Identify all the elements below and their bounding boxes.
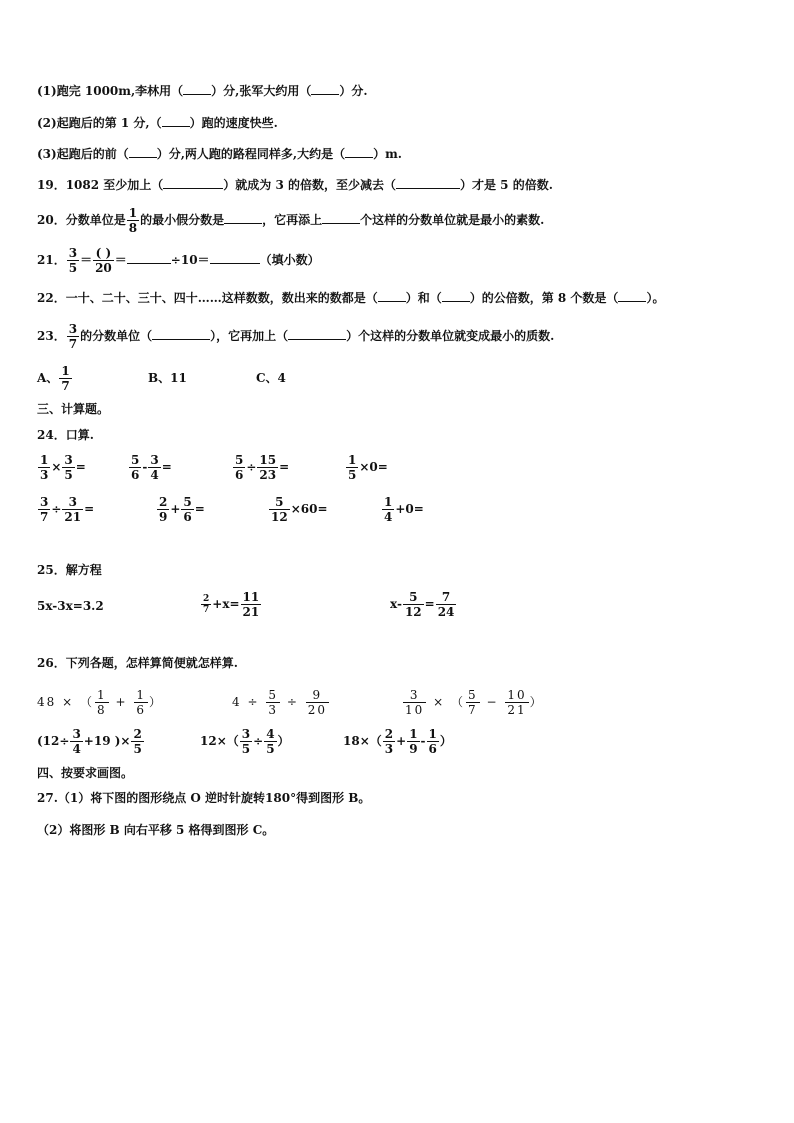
q23-text: ）个这样的分数单位就变成最小的质数. (346, 329, 555, 343)
simplify-6: 18×（ $\frac{2}{3}$ + $\frac{1}{9}$ - $\frac{1}{6}$ ） (343, 727, 452, 756)
q18-part1 (37, 83, 368, 99)
q22-text: 22．一十、二十、三十、四十……这样数数，数出来的数都是（ (37, 291, 378, 305)
answer-blank (396, 177, 460, 189)
fraction: $\frac{3}{5}$ (68, 246, 78, 275)
simplify-3: $\frac{3}{10}$ × （ $\frac{5}{7}$ − $\frac{10}{21}$ ） (405, 688, 544, 717)
q21-number: 21． (37, 253, 66, 267)
answer-blank (345, 146, 373, 158)
question-21 (37, 246, 320, 275)
calc-item: $\frac{1}{4}$ +0= (384, 495, 424, 524)
calc-item: $\frac{5}{12}$ ×60= (271, 495, 328, 524)
q19-text: 19．1082 至少加上（ (37, 178, 164, 192)
fraction: $\frac{( )}{20}$ (95, 246, 112, 275)
fraction: $\frac{1}{8}$ (128, 206, 138, 235)
q18-p2-text: (2)起跑后的第 1 分,（ (37, 116, 162, 130)
calc-item: $\frac{3}{7}$ ÷ $\frac{3}{21}$ = (40, 495, 95, 524)
answer-blank (442, 290, 470, 302)
equation-3: x- $\frac{5}{12}$ = $\frac{7}{24}$ (390, 590, 455, 619)
equals-sign: ＝ (80, 253, 93, 267)
simplify-5: 12×（ $\frac{3}{5}$ ÷ $\frac{4}{5}$ ） (200, 727, 290, 756)
q25-title: 25．解方程 (37, 563, 102, 577)
option-b: B、11 (148, 371, 187, 385)
option-a-label: A、 (37, 371, 59, 385)
q18-part2 (37, 115, 278, 131)
simplify-4: (12÷ $\frac{3}{4}$ +19 )× $\frac{2}{5}$ (37, 727, 142, 756)
simplify-1: 48 × （ $\frac{1}{8}$ + $\frac{1}{6}$ ） (37, 688, 163, 717)
question-22 (37, 290, 664, 306)
calc-item: $\frac{1}{5}$ ×0= (348, 453, 388, 482)
calc-item: $\frac{1}{3}$ × $\frac{3}{5}$ = (40, 453, 86, 482)
answer-blank (224, 212, 262, 224)
q20-text: ，它再添上 (262, 213, 323, 227)
q23-number: 23． (37, 329, 66, 343)
section-heading-4: 四、按要求画图。 (37, 766, 134, 780)
q26-title: 26．下列各题，怎样算简便就怎样算. (37, 656, 238, 670)
q19-text: ）才是 5 的倍数. (460, 178, 553, 192)
q23-text: ），它再加上（ (210, 329, 289, 343)
q22-text: ）和（ (405, 291, 442, 305)
q23-text: 的分数单位（ (80, 329, 153, 343)
q18-p1-text: (1)跑完 1000m,李林用（ (37, 84, 184, 98)
simplify-2: 4 ÷ $\frac{5}{3}$ ÷ $\frac{9}{20}$ (232, 688, 327, 717)
answer-blank (183, 83, 211, 95)
answer-blank (152, 328, 210, 340)
question-19 (37, 177, 553, 193)
q18-p3-text: (3)起跑后的前（ (37, 147, 129, 161)
q20-text: 的最小假分数是 (140, 213, 225, 227)
answer-blank (210, 252, 260, 264)
answer-blank (618, 290, 646, 302)
answer-blank (127, 252, 171, 264)
q22-text: ）。 (646, 291, 665, 305)
q27-part2: （2）将图形 B 向右平移 5 格得到图形 C。 (37, 823, 275, 837)
answer-blank (288, 328, 346, 340)
q20-text: 个这样的分数单位就是最小的素数. (360, 213, 545, 227)
q22-text: ）的公倍数，第 8 个数是（ (469, 291, 619, 305)
equals-sign: ＝ (114, 253, 127, 267)
equation-1: 5x-3x=3.2 (37, 599, 104, 613)
q27-part1: 27.（1）将下图的图形绕点 O 逆时针旋转180°得到图形 B。 (37, 791, 371, 805)
answer-blank (378, 290, 406, 302)
calc-item: $\frac{5}{6}$ ÷ $\frac{15}{23}$ = (235, 453, 290, 482)
q18-p2-text: ）跑的速度快些. (189, 116, 278, 130)
answer-blank (311, 83, 339, 95)
calc-item: $\frac{5}{6}$ - $\frac{3}{4}$ = (131, 453, 172, 482)
q21-text: ÷10＝ (170, 253, 210, 267)
calc-item: $\frac{2}{9}$ + $\frac{5}{6}$ = (159, 495, 205, 524)
option-a-fraction: $\frac{1}{7}$ (61, 364, 70, 393)
q18-p1-text: ）分,张军大约用（ (211, 84, 312, 98)
fraction: $\frac{3}{7}$ (68, 322, 78, 351)
q18-p3-text: ）分,两人跑的路程同样多,大约是（ (156, 147, 346, 161)
equation-2: $\frac{2}{7}$ +x= $\frac{11}{21}$ (203, 590, 260, 619)
option-c: C、4 (256, 371, 286, 385)
answer-blank (163, 177, 223, 189)
answer-blank (129, 146, 157, 158)
question-20 (37, 206, 544, 235)
answer-options (37, 364, 73, 393)
q21-text: （填小数） (259, 253, 320, 267)
answer-blank (322, 212, 360, 224)
q20-text: 20．分数单位是 (37, 213, 126, 227)
q18-p3-text: ）m. (373, 147, 402, 161)
q24-title: 24．口算. (37, 428, 94, 442)
answer-blank (162, 115, 190, 127)
question-23 (37, 322, 554, 351)
q19-text: ）就成为 3 的倍数，至少减去（ (223, 178, 396, 192)
q18-p1-text: ）分. (339, 84, 368, 98)
section-heading-3: 三、计算题。 (37, 402, 110, 416)
q18-part3 (37, 146, 402, 162)
